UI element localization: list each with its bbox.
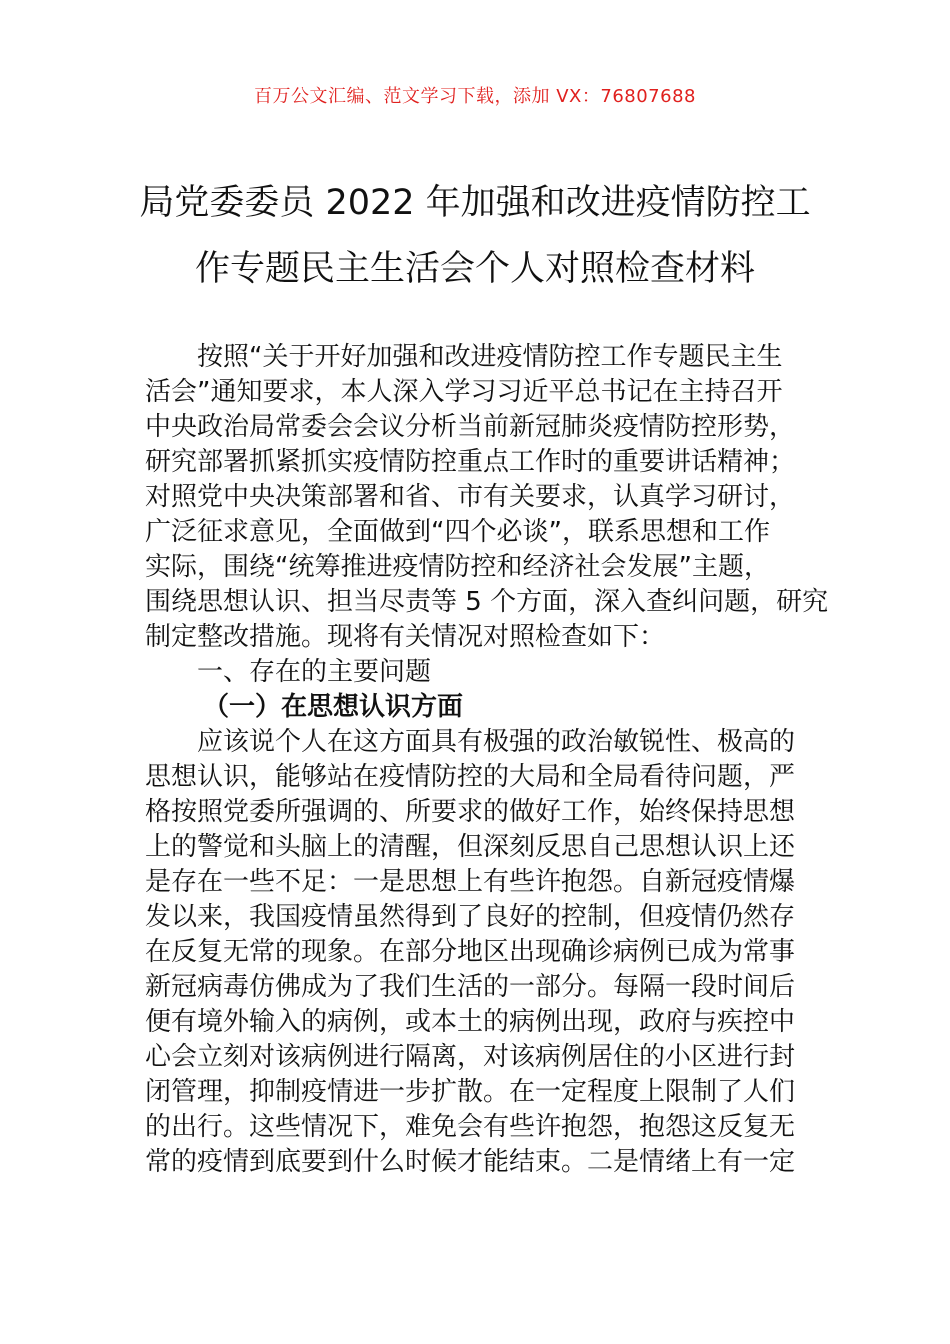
document-title <box>100 170 850 302</box>
title-line-1: 局党委委员 2022 年加强和改进疫情防控工 <box>139 183 811 223</box>
paragraph-2-line: 在反复无常的现象。在部分地区出现确诊病例已成为常事 <box>145 937 796 967</box>
paragraph-2-line: 闭管理，抑制疫情进一步扩散。在一定程度上限制了人们 <box>145 1077 796 1107</box>
paragraph-1-line: 实际，围绕“统筹推进疫情防控和经济社会发展”主题， <box>145 552 770 582</box>
document-body <box>145 340 829 1180</box>
paragraph-1-line: 制定整改措施。现将有关情况对照检查如下： <box>145 622 666 652</box>
paragraph-1-line: 活会”通知要求，本人深入学习习近平总书记在主持召开 <box>145 377 783 407</box>
paragraph-2-line: 思想认识，能够站在疫情防控的大局和全局看待问题，严 <box>145 762 796 792</box>
paragraph-2-line: 便有境外输入的病例，或本土的病例出现，政府与疾控中 <box>145 1007 796 1037</box>
paragraph-2-line: 格按照党委所强调的、所要求的做好工作，始终保持思想 <box>145 797 796 827</box>
subsection-heading: （一）在思想认识方面 <box>203 692 464 722</box>
paragraph-1-line: 围绕思想认识、担当尽责等 5 个方面，深入查纠问题，研究 <box>145 587 829 617</box>
section-heading: 一、存在的主要问题 <box>197 657 432 687</box>
paragraph-2-line: 新冠病毒仿佛成为了我们生活的一部分。每隔一段时间后 <box>145 972 796 1002</box>
paragraph-2-line: 心会立刻对该病例进行隔离，对该病例居住的小区进行封 <box>145 1042 796 1072</box>
paragraph-2-line: 常的疫情到底要到什么时候才能结束。二是情绪上有一定 <box>145 1147 796 1177</box>
paragraph-1-line: 对照党中央决策部署和省、市有关要求，认真学习研讨， <box>145 482 796 512</box>
paragraph-2-line: 应该说个人在这方面具有极强的政治敏锐性、极高的 <box>197 727 796 757</box>
paragraph-1-line: 按照“关于开好加强和改进疫情防控工作专题民主生 <box>197 342 783 372</box>
paragraph-2-line: 发以来，我国疫情虽然得到了良好的控制，但疫情仍然存 <box>145 902 796 932</box>
paragraph-2-line: 上的警觉和头脑上的清醒，但深刻反思自己思想认识上还 <box>145 832 796 862</box>
title-line-2: 作专题民主生活会个人对照检查材料 <box>194 249 755 289</box>
paragraph-1-line: 研究部署抓紧抓实疫情防控重点工作时的重要讲话精神； <box>145 447 796 477</box>
paragraph-1-line: 中央政治局常委会会议分析当前新冠肺炎疫情防控形势， <box>145 412 796 442</box>
paragraph-1-line: 广泛征求意见，全面做到“四个必谈”，联系思想和工作 <box>145 517 770 547</box>
paragraph-2-line: 是存在一些不足：一是思想上有些许抱怨。自新冠疫情爆 <box>145 867 796 897</box>
header-watermark-note: 百万公文汇编、范文学习下载，添加 VX：76807688 <box>254 86 696 107</box>
paragraph-2-line: 的出行。这些情况下，难免会有些许抱怨，抱怨这反复无 <box>145 1112 796 1142</box>
